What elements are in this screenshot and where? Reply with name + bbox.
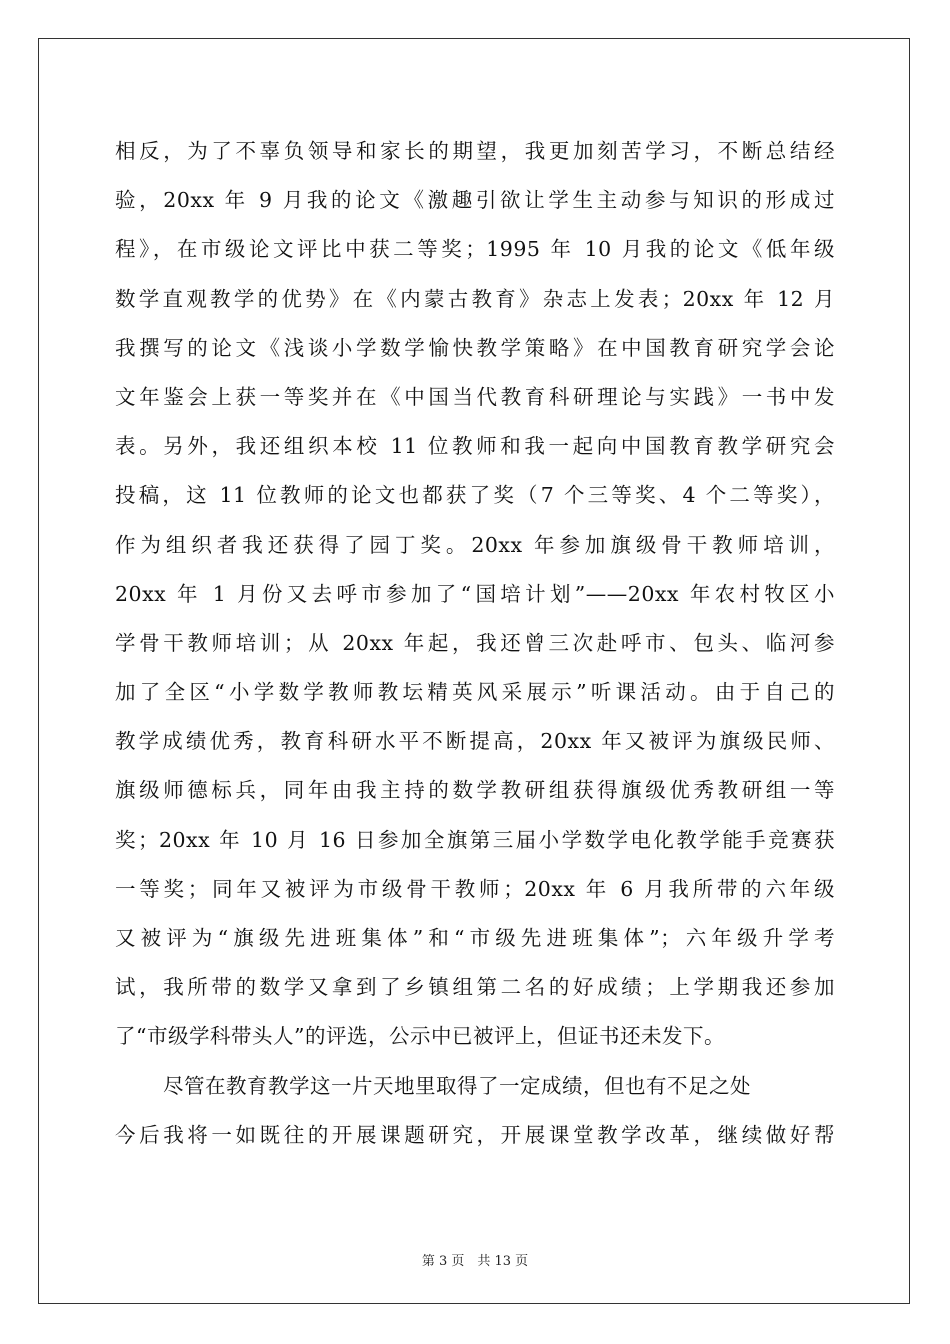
text-line: 程》，在市级论文评比中获二等奖；1995 年 10 月我的论文《低年级 — [115, 237, 835, 262]
text-line: 又被评为“旗级先进班集体”和“市级先进班集体”；六年级升学考 — [115, 926, 835, 950]
text-line: 一等奖；同年又被评为市级骨干教师；20xx 年 6 月我所带的六年级 — [115, 876, 835, 901]
text-line: 加了全区“小学数学教师教坛精英风采展示”听课活动。由于自己的 — [115, 680, 835, 705]
text-line: 奖；20xx 年 10 月 16 日参加全旗第三届小学数学电化教学能手竞赛获 — [115, 827, 835, 852]
text-line: 文年鉴会上获一等奖并在《中国当代教育科研理论与实践》一书中发 — [115, 384, 835, 409]
text-line: 相反，为了不辜负领导和家长的期望，我更加刻苦学习，不断总结经 — [115, 139, 835, 163]
text-line: 学骨干教师培训；从 20xx 年起，我还曾三次赴呼市、包头、临河参 — [115, 630, 835, 655]
text-line: 了“市级学科带头人”的评选，公示中已被评上，但证书还未发下。 — [115, 1024, 725, 1049]
document-body — [115, 127, 835, 1160]
text-line: 20xx 年 1 月份又去呼市参加了“国培计划”——20xx 年农村牧区小 — [115, 581, 835, 606]
text-line: 旗级师德标兵，同年由我主持的数学教研组获得旗级优秀教研组一等 — [115, 778, 835, 803]
text-line: 验，20xx 年 9 月我的论文《激趣引欲让学生主动参与知识的形成过 — [115, 188, 835, 213]
text-line: 数学直观教学的优势》在《内蒙古教育》杂志上发表；20xx 年 12 月 — [115, 286, 835, 311]
page-number-footer: 第 3 页 共 13 页 — [421, 1254, 529, 1269]
text-line: 今后我将一如既往的开展课题研究，开展课堂教学改革，继续做好帮 — [115, 1122, 835, 1147]
text-line: 我撰写的论文《浅谈小学数学愉快教学策略》在中国教育研究学会论 — [115, 335, 835, 360]
paragraph-start-line: 尽管在教育教学这一片天地里取得了一定成绩，但也有不足之处 — [163, 1073, 751, 1098]
text-line: 作为组织者我还获得了园丁奖。20xx 年参加旗级骨干教师培训， — [115, 532, 835, 557]
text-line: 试，我所带的数学又拿到了乡镇组第二名的好成绩；上学期我还参加 — [115, 975, 835, 1000]
text-line: 投稿，这 11 位教师的论文也都获了奖（7 个三等奖、4 个二等奖）， — [115, 483, 835, 508]
text-line: 教学成绩优秀，教育科研水平不断提高，20xx 年又被评为旗级民师、 — [115, 729, 835, 754]
text-line: 表。另外，我还组织本校 11 位教师和我一起向中国教育教学研究会 — [115, 434, 835, 459]
